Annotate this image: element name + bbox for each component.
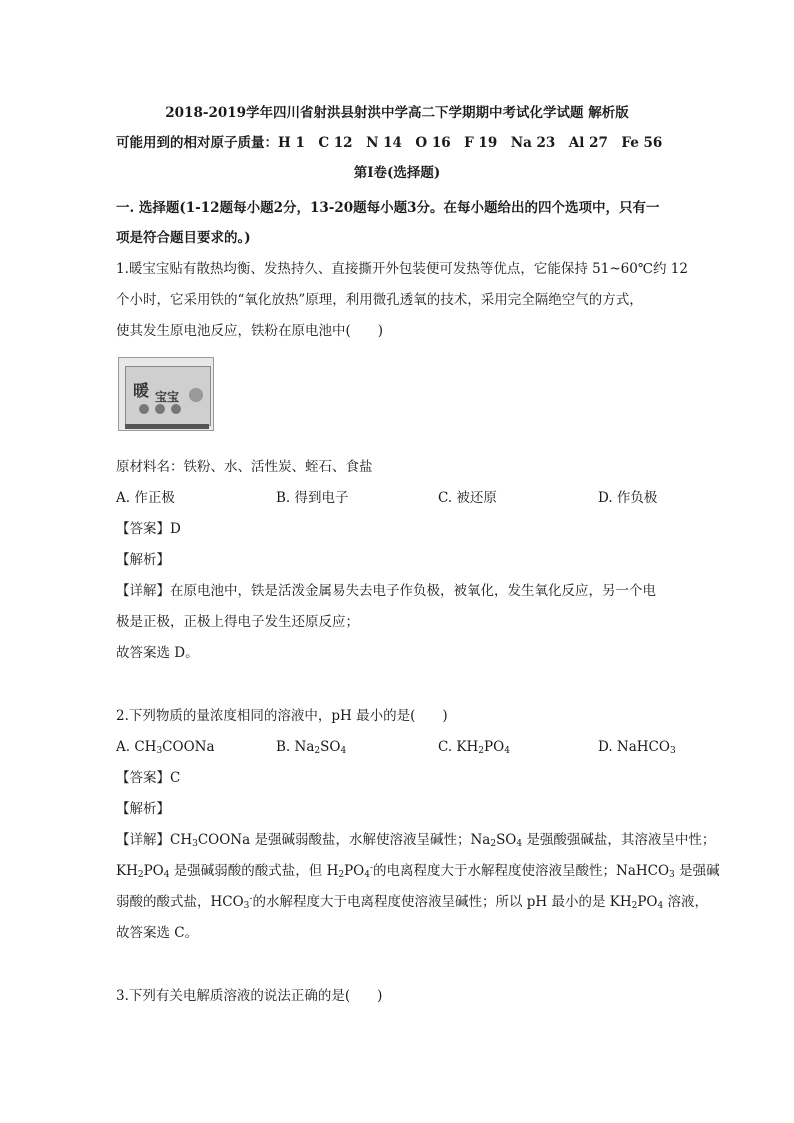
- instruction-line-2: 项是符合题目要求的。): [116, 230, 251, 246]
- doc-title: 2018-2019学年四川省射洪县射洪中学高二下学期期中考试化学试题 解析版: [165, 105, 629, 121]
- q1-option-d: D. 作负极: [598, 490, 658, 506]
- q1-option-a: A. 作正极: [116, 490, 175, 506]
- q1-stem-line-2: 个小时，它采用铁的“氧化放热”原理，利用微孔透氧的技术，采用完全隔绝空气的方式，: [116, 292, 643, 308]
- q2-answer: 【答案】C: [116, 770, 181, 786]
- hand-warmer-logo-char: 暖: [133, 381, 150, 400]
- q2-option-b: B. $Na_2SO_4$: [276, 739, 347, 756]
- q1-option-b: B. 得到电子: [276, 490, 349, 506]
- q1-stem-line-1: 1.暖宝宝贴有散热均衡、发热持久、直接撕开外包装便可发热等优点，它能保持 51~60℃约 12: [116, 261, 688, 277]
- q2-stem: 2.下列物质的量浓度相同的溶液中，pH 最小的是( ): [116, 708, 448, 724]
- q2-option-c: C. $KH_2PO_4$: [438, 739, 510, 756]
- q2-detail-line-4: 故答案选 C。: [116, 925, 199, 941]
- circle-emblem-icon: [189, 388, 203, 402]
- package-stripe: [125, 424, 209, 429]
- face-icon: [139, 404, 149, 414]
- face-icon: [171, 404, 181, 414]
- q1-detail-line-3: 故答案选 D。: [116, 645, 199, 661]
- q1-materials: 原材料名：铁粉、水、活性炭、蛭石、食盐: [116, 459, 373, 475]
- q3-stem: 3.下列有关电解质溶液的说法正确的是( ): [116, 988, 383, 1004]
- q1-stem-line-3: 使其发生原电池反应，铁粉在原电池中( ): [116, 323, 384, 339]
- section-heading: 第Ⅰ卷(选择题): [353, 165, 441, 181]
- q2-detail-line-1: 【详解】$CH_3COONa$ 是强碱弱酸盐，水解使溶液呈碱性；$Na_2SO_4$ 是强酸强碱盐，其溶液呈中性；: [116, 832, 716, 849]
- hand-warmer-logo-text: 宝宝: [155, 390, 180, 404]
- q1-answer: 【答案】D: [116, 521, 181, 537]
- q2-detail-line-2: $KH_2PO_4$ 是强碱弱酸的酸式盐，但 $H_2PO_4^-$的电离程度大于水解程度使溶液呈酸性；NaHCO$_3$ 是强碱: [116, 863, 720, 880]
- face-icon: [155, 404, 165, 414]
- q1-option-c: C. 被还原: [438, 490, 497, 506]
- q2-option-a: A. $CH_3COONa$: [116, 739, 215, 756]
- hand-warmer-image: [118, 357, 214, 431]
- q1-detail-line-1: 【详解】在原电池中，铁是活泼金属易失去电子作负极，被氧化，发生氧化反应，另一个电: [116, 583, 656, 599]
- q1-detail-line-2: 极是正极，正极上得电子发生还原反应；: [116, 614, 359, 630]
- atomic-mass-line: 可能用到的相对原子质量：H 1 C 12 N 14 O 16 F 19 Na 23 Al 27 Fe 56: [116, 135, 663, 151]
- q2-analysis-label: 【解析】: [116, 801, 170, 817]
- q1-analysis-label: 【解析】: [116, 552, 170, 568]
- instruction-line-1: 一. 选择题(1-12题每小题2分，13-20题每小题3分。在每小题给出的四个选项中，只有一: [116, 200, 660, 216]
- q2-detail-line-3: 弱酸的酸式盐，$HCO_3^-$的水解程度大于电离程度使溶液呈碱性；所以 pH 最小的是 $KH_2PO_4$ 溶液，: [116, 894, 709, 911]
- q2-option-d: D. NaHCO$_3$: [598, 739, 676, 756]
